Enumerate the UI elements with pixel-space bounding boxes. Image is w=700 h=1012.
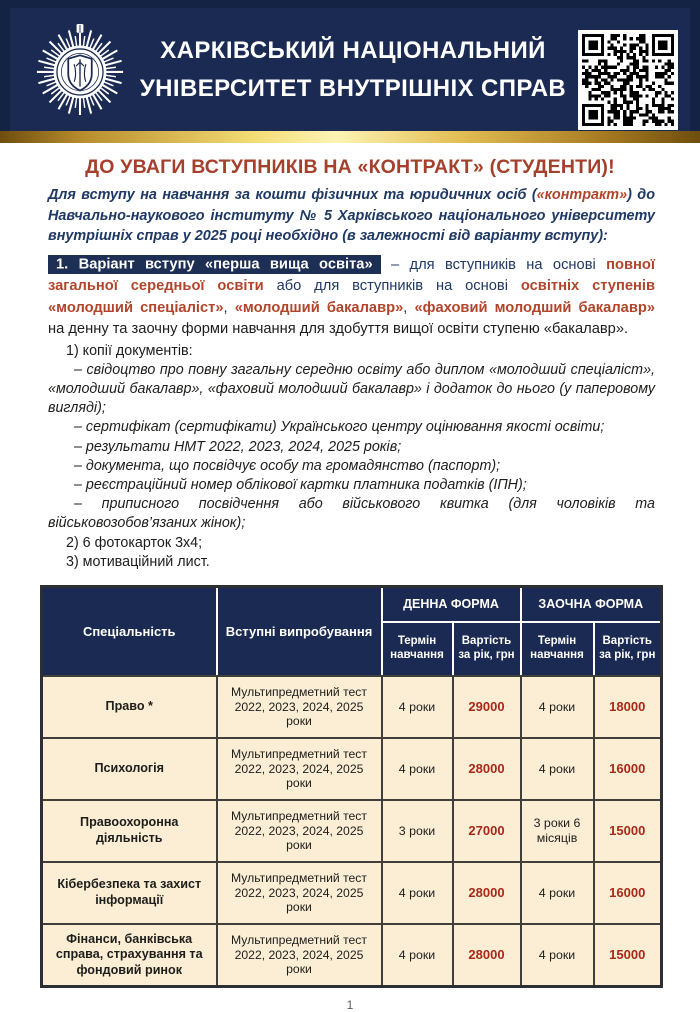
table-row — [42, 738, 662, 800]
variant-1-paragraph — [48, 255, 655, 341]
document-list-item: 2) 6 фотокарток 3х4; — [66, 534, 203, 551]
text-segment: повної загальної середньої освіти — [48, 256, 655, 294]
pt-cost-cell: 18000 — [594, 676, 662, 738]
table-row — [42, 862, 662, 924]
table-row — [42, 800, 662, 862]
ft-cost-cell: 28000 — [453, 924, 521, 987]
table-row — [42, 676, 662, 738]
exams-cell: Мультипредметний тест 2022, 2023, 2024, 2025 роки — [217, 924, 382, 987]
documents-list — [48, 342, 655, 572]
pt-cost-cell: 16000 — [594, 738, 662, 800]
text-segment: 1. Варіант вступу «перша вища освіта» — [48, 255, 381, 274]
exams-cell: Мультипредметний тест 2022, 2023, 2024, 2025 роки — [217, 738, 382, 800]
col-header-ft-cost: Вартість за рік, грн — [453, 622, 521, 676]
ft-term-cell: 3 роки — [382, 800, 453, 862]
document-list-item: – сертифікат (сертифікати) Українського центру оцінювання якості освіти; — [74, 419, 605, 436]
document-list-item: 3) мотиваційний лист. — [66, 553, 210, 570]
ft-term-cell: 4 роки — [382, 862, 453, 924]
document-list-item: – свідоцтво про повну загальну середню освіту або диплом «молодший спеціаліст», «молодший бакалавр», «фаховий молодший бакалавр» і додаток до нього (у паперовому вигляді); — [48, 361, 655, 417]
text-segment: на денну та заочну форми навчання для здобуття вищої освіти ступеню «бакалавр». — [48, 321, 629, 337]
ft-term-cell: 4 роки — [382, 738, 453, 800]
document-list-item: – результати НМТ 2022, 2023, 2024, 2025 років; — [74, 438, 402, 455]
pt-term-cell: 4 роки — [521, 676, 594, 738]
pt-cost-cell: 16000 — [594, 862, 662, 924]
tuition-table-wrap — [40, 585, 660, 988]
gold-divider — [0, 131, 700, 143]
document-list-item: – реєстраційний номер облікової картки платника податків (ІПН); — [74, 476, 527, 493]
col-header-specialty: Спеціальність — [42, 586, 217, 676]
col-header-part-time: ЗАОЧНА ФОРМА — [521, 586, 662, 622]
pt-term-cell: 4 роки — [521, 924, 594, 987]
tuition-table — [40, 585, 663, 988]
ft-cost-cell: 28000 — [453, 738, 521, 800]
text-segment: ) до Навчально-наукового інституту № 5 Харківського національного університету внутрішніх справ у 2025 році необхідно (в залежності від варіанту вступу): — [48, 187, 655, 244]
ft-cost-cell: 27000 — [453, 800, 521, 862]
qr-code-icon — [578, 30, 678, 130]
col-header-ft-term: Термін навчання — [382, 622, 453, 676]
col-header-full-time: ДЕННА ФОРМА — [382, 586, 521, 622]
text-segment: , — [223, 299, 235, 316]
header-banner — [0, 0, 700, 131]
content — [0, 156, 700, 1012]
ft-cost-cell: 28000 — [453, 862, 521, 924]
pt-term-cell: 4 роки — [521, 738, 594, 800]
university-name — [128, 32, 578, 106]
text-segment: Для вступу на навчання за кошти фізичних та юридичних осіб ( — [48, 187, 537, 203]
university-emblem-icon — [32, 15, 128, 125]
specialty-cell: Право * — [42, 676, 217, 738]
specialty-cell: Психологія — [42, 738, 217, 800]
text-segment: , — [403, 299, 415, 316]
text-segment: або для вступників на основі — [263, 278, 521, 294]
specialty-cell: Фінанси, банківська справа, страхування та фондовий ринок — [42, 924, 217, 987]
text-segment: освітніх ступенів «молодший спеціаліст» — [48, 278, 655, 316]
col-header-exams: Вступні випробування — [217, 586, 382, 676]
university-name-line1: ХАРКІВСЬКИЙ НАЦІОНАЛЬНИЙ — [160, 37, 546, 65]
exams-cell: Мультипредметний тест 2022, 2023, 2024, 2025 роки — [217, 862, 382, 924]
page-title: ДО УВАГИ ВСТУПНИКІВ НА «КОНТРАКТ» (СТУДЕНТИ)! — [85, 156, 615, 178]
ft-cost-cell: 29000 — [453, 676, 521, 738]
document-list-item: – приписного посвідчення або військового квитка (для чоловіків та військовозобов’язаних жінок); — [48, 496, 655, 532]
col-header-pt-cost: Вартість за рік, грн — [594, 622, 662, 676]
text-segment: «фаховий молодший бакалавр» — [414, 299, 655, 316]
specialty-cell: Правоохоронна діяльність — [42, 800, 217, 862]
exams-cell: Мультипредметний тест 2022, 2023, 2024, 2025 роки — [217, 800, 382, 862]
tuition-table-body — [42, 676, 662, 987]
intro-paragraph — [48, 185, 655, 247]
text-segment: «молодший бакалавр» — [234, 299, 404, 316]
col-header-pt-term: Термін навчання — [521, 622, 594, 676]
university-name-line2: УНІВЕРСИТЕТ ВНУТРІШНІХ СПРАВ — [139, 74, 567, 102]
text-segment: – для вступників на основі — [380, 256, 607, 273]
ft-term-cell: 4 роки — [382, 924, 453, 987]
pt-cost-cell: 15000 — [594, 924, 662, 987]
pt-term-cell: 4 роки — [521, 862, 594, 924]
page-number: 1 — [346, 997, 354, 1012]
text-segment: «контракт» — [536, 187, 628, 203]
document-list-item: 1) копії документів: — [66, 342, 193, 359]
ft-term-cell: 4 роки — [382, 676, 453, 738]
pt-term-cell: 3 роки 6 місяців — [521, 800, 594, 862]
table-row — [42, 924, 662, 987]
document-list-item: – документа, що посвідчує особу та громадянство (паспорт); — [74, 457, 501, 474]
specialty-cell: Кібербезпека та захист інформації — [42, 862, 217, 924]
pt-cost-cell: 15000 — [594, 800, 662, 862]
exams-cell: Мультипредметний тест 2022, 2023, 2024, 2025 роки — [217, 676, 382, 738]
